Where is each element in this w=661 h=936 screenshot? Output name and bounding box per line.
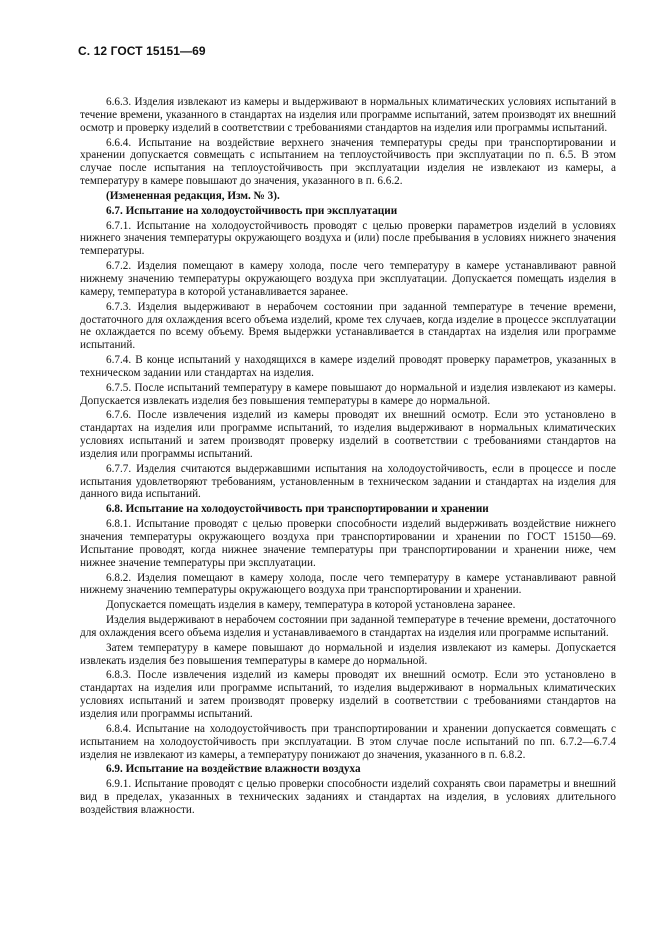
paragraph: 6.8.1. Испытание проводят с целью проверки способности изделий выдерживать воздействие нижнего значения температуры окружающего воздуха при транспортировании и хранении по ГОСТ 15150—69. Испытание проводят, когда нижнее значение температуры при транспортировании и хранении ниже, чем нижнее значение температуры при эксплуатации.: [80, 518, 616, 569]
paragraph: Допускается помещать изделия в камеру, температура в которой установлена заранее.: [106, 599, 516, 612]
paragraph: 6.7.7. Изделия считаются выдержавшими испытания на холодоустойчивость, если в процессе и после испытания удовлетворяют требованиям, установленным в техническом задании и стандартах на изделия для данного вида испытаний.: [80, 462, 616, 501]
section-heading: 6.7. Испытание на холодоустойчивость при эксплуатации: [106, 204, 398, 217]
paragraph: Затем температуру в камере повышают до нормальной и изделия извлекают из камеры. Допускается извлекать изделия без повышения температуры в камере до нормальной.: [80, 641, 616, 667]
paragraph: 6.7.2. Изделия помещают в камеру холода, после чего температуру в камере устанавливают равной нижнему значению температуры окружающего воздуха при эксплуатации. Допускается помещать изделия в камеру, температура в которой устанавливается заранее.: [80, 260, 616, 298]
paragraph: Изделия выдерживают в нерабочем состоянии при заданной температуре в течение времени, достаточного для охлаждения всего объема изделия и устанавливаемого в стандартах на изделия или программе испытаний.: [80, 614, 616, 639]
page-header: С. 12 ГОСТ 15151—69: [78, 44, 206, 58]
paragraph: 6.8.3. После извлечения изделий из камеры проводят их внешний осмотр. Если это установлено в стандартах на изделия или программе испытаний, то изделия выдерживают в нормальных климатических условиях испытаний и затем производят проверку изделий в соответствии с требованиями стандартов на изделия или программы испытаний.: [80, 669, 616, 720]
paragraph: 6.7.5. После испытаний температуру в камере повышают до нормальной и изделия извлекают из камеры. Допускается извлекать изделия без повышения температуры в камере до нормальной.: [80, 381, 616, 407]
paragraph: 6.7.3. Изделия выдерживают в нерабочем состоянии при заданной температуре в течение времени, достаточного для охлаждения всего объема изделий, кроме тех случаев, когда изделие в процессе эксплуатации не охлаждается по всему объему. Время выдержки устанавливается в стандартах на изделия или программе испытаний.: [80, 300, 616, 352]
revision-note: (Измененная редакция, Изм. № 3).: [106, 189, 280, 202]
paragraph: 6.9.1. Испытание проводят с целью проверки способности изделий сохранять свои параметры и внешний вид в пределах, указанных в технических заданиях и стандартах на изделия, в условиях длительного воздействия влажности.: [80, 778, 616, 816]
paragraph: 6.7.6. После извлечения изделий из камеры проводят их внешний осмотр. Если это установлено в стандартах на изделия или программе испытаний, то изделия выдерживают в нормальных климатических условиях испытаний и затем производят проверку изделий в соответствии с требованиями стандартов на изделия или программы испытаний.: [80, 409, 616, 460]
document-body: [80, 96, 616, 819]
paragraph: 6.7.4. В конце испытаний у находящихся в камере изделий проводят проверку параметров, указанных в техническом задании или стандартах на изделия.: [80, 354, 616, 379]
paragraph: 6.8.2. Изделия помещают в камеру холода, после чего температуру в камере устанавливают равной нижнему значению температуры окружающего воздуха при транспортировании и хранении.: [80, 571, 616, 597]
section-heading: 6.8. Испытание на холодоустойчивость при транспортировании и хранении: [106, 503, 489, 516]
paragraph: 6.8.4. Испытание на холодоустойчивость при транспортировании и хранении допускается совмещать с испытанием на холодоустойчивость при эксплуатации. В этом случае после испытаний по пп. 6.7.2—6.7.4 изделия не извлекают из камеры, а температуру понижают до значения, указанного в п. 6.8.2.: [80, 722, 616, 761]
paragraph: 6.6.4. Испытание на воздействие верхнего значения температуры среды при транспортировании и хранении допускается совмещать с испытанием на теплоустойчивость при эксплуатации по п. 6.5. В этом случае после испытания на теплоустойчивость при эксплуатации изделия не извлекают из камеры, а температуру в камере повышают до значения, указанного в п. 6.6.2.: [80, 136, 616, 188]
section-heading: 6.9. Испытание на воздействие влажности воздуха: [106, 763, 361, 776]
paragraph: 6.6.3. Изделия извлекают из камеры и выдерживают в нормальных климатических условиях испытаний в течение времени, указанного в стандартах на изделия или программе испытаний, затем производят их внешний осмотр и проверку изделий в соответствии с требованиями стандартов на изделия или программы испытаний.: [80, 96, 616, 134]
paragraph: 6.7.1. Испытание на холодоустойчивость проводят с целью проверки параметров изделий в условиях нижнего значения температуры окружающего воздуха и (или) после пребывания в условиях нижнего значения температуры.: [80, 219, 616, 258]
